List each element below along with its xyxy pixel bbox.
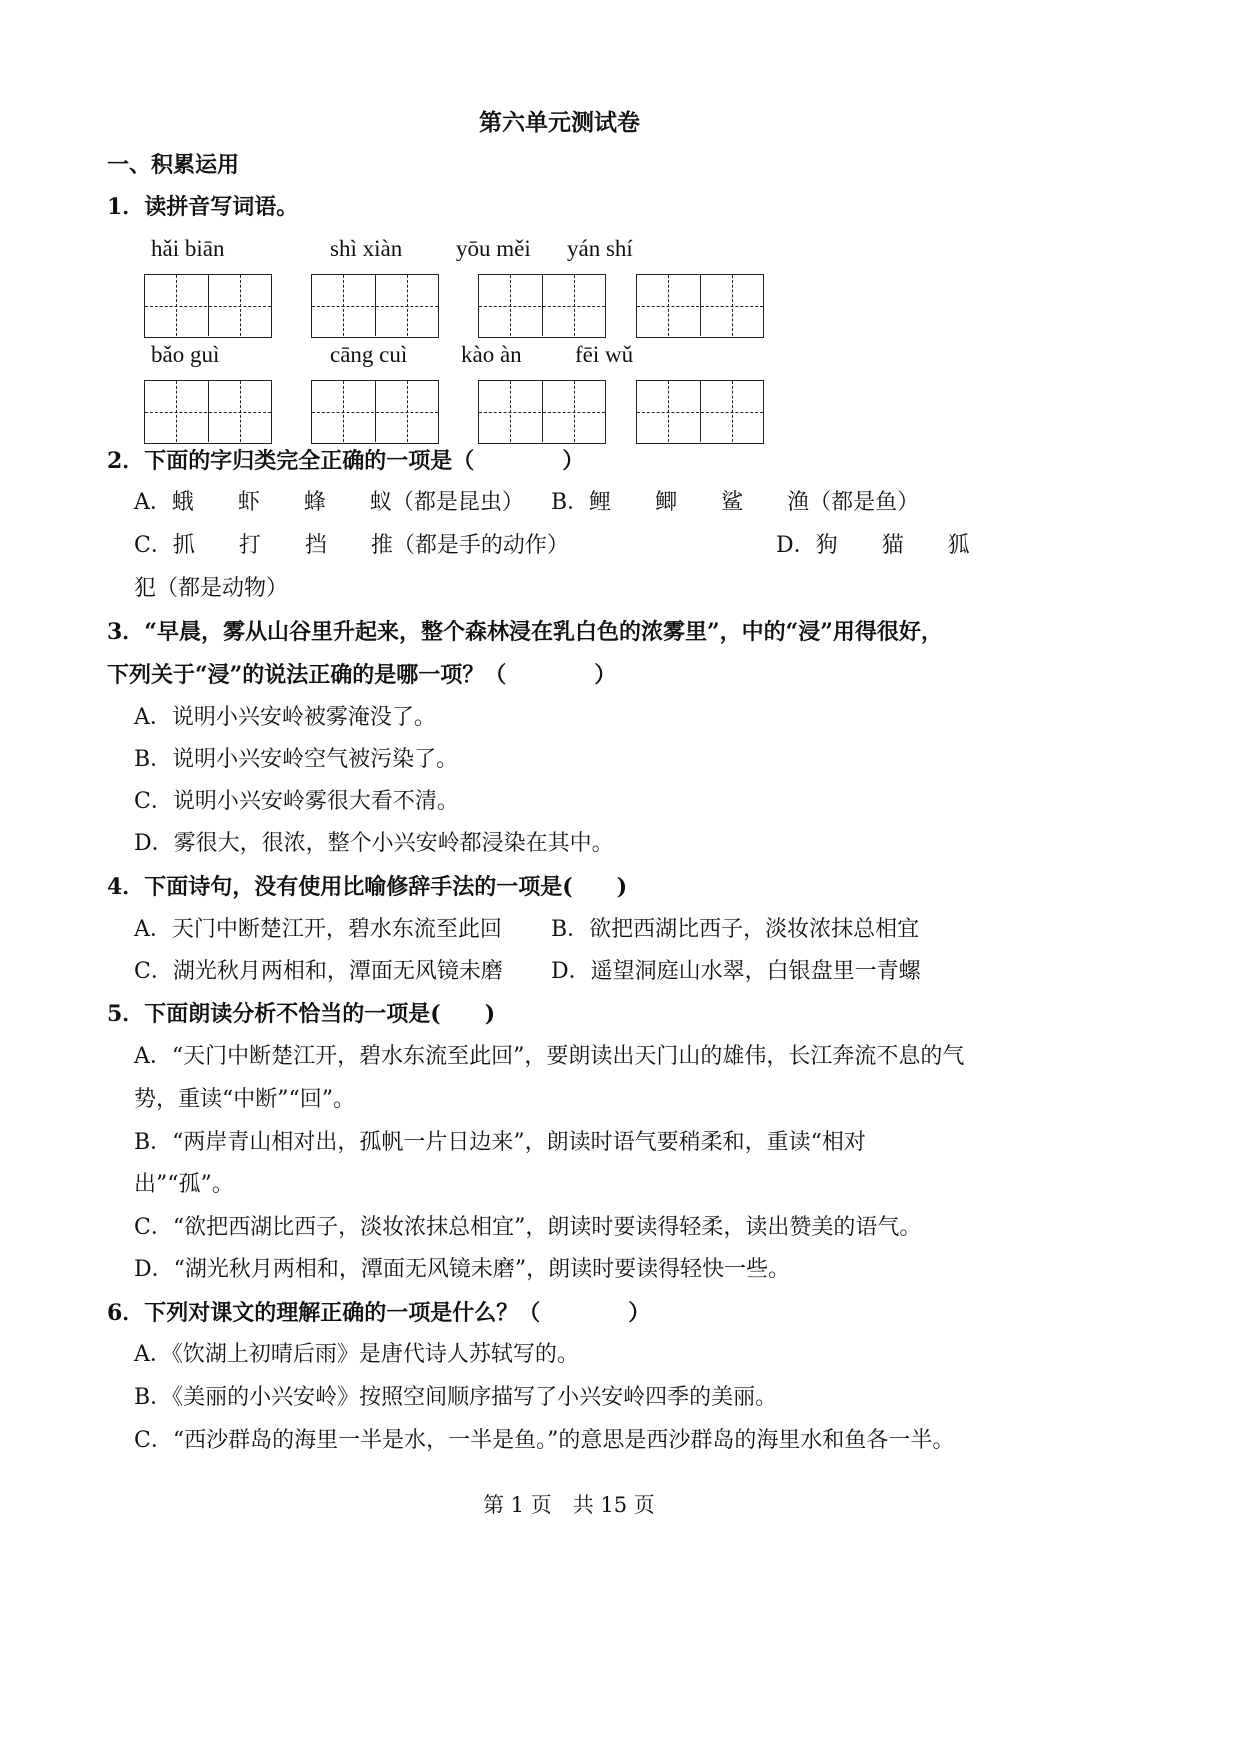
- option-b-continued: 出”“孤”。: [134, 1172, 234, 1197]
- pinyin-4: yán shí: [567, 236, 633, 261]
- writing-grid[interactable]: [311, 274, 439, 338]
- pinyin-7: kào àn: [461, 342, 522, 367]
- option-a: A．说明小兴安岭被雾淹没了。: [134, 705, 436, 730]
- option-c: C．抓 打 挡 推（都是手的动作）: [134, 533, 569, 558]
- question-6-stem: 6．下列对课文的理解正确的一项是什么？（ ）: [107, 1300, 651, 1326]
- writing-grid[interactable]: [478, 274, 606, 338]
- page-number: 第 1 页 共 15 页: [483, 1493, 655, 1517]
- option-c: C．“欲把西湖比西子，淡妆浓抹总相宜”，朗读时要读得轻柔，读出赞美的语气。: [134, 1215, 922, 1240]
- option-d: D．狗 猫 狐: [776, 533, 970, 558]
- pinyin-6: cāng cuì: [330, 342, 408, 367]
- question-1-stem: 1．读拼音写词语。: [107, 194, 299, 220]
- writing-grid[interactable]: [636, 380, 764, 444]
- writing-grid[interactable]: [144, 380, 272, 444]
- option-c: C．“西沙群岛的海里一半是水，一半是鱼。”的意思是西沙群岛的海里水和鱼各一半。: [134, 1428, 955, 1453]
- pinyin-8: fēi wǔ: [575, 342, 634, 367]
- option-d: D．雾很大，很浓，整个小兴安岭都浸染在其中。: [134, 831, 614, 856]
- page-title: 第六单元测试卷: [479, 109, 640, 136]
- option-d-continued: 犯（都是动物）: [134, 576, 289, 601]
- pinyin-3: yōu měi: [456, 236, 531, 261]
- option-c: C．说明小兴安岭雾很大看不清。: [134, 789, 459, 814]
- option-d: D．遥望洞庭山水翠，白银盘里一青螺: [551, 959, 921, 984]
- writing-grid[interactable]: [478, 380, 606, 444]
- option-a: A．蛾 虾 蜂 蚁（都是昆虫）: [134, 490, 524, 515]
- question-3-stem-continued: 下列关于“浸”的说法正确的是哪一项？（ ）: [107, 662, 617, 688]
- option-a: A．“天门中断楚江开，碧水东流至此回”，要朗读出天门山的雄伟，长江奔流不息的气: [134, 1044, 965, 1069]
- pinyin-1: hǎi biān: [151, 236, 225, 261]
- question-2-stem: 2．下面的字归类完全正确的一项是（ ）: [107, 448, 585, 474]
- pinyin-2: shì xiàn: [330, 236, 403, 261]
- writing-grid[interactable]: [144, 274, 272, 338]
- question-4-stem: 4．下面诗句，没有使用比喻修辞手法的一项是( ): [107, 874, 628, 900]
- question-3-stem: 3．“早晨，雾从山谷里升起来，整个森林浸在乳白色的浓雾里”，中的“浸”用得很好，: [107, 619, 943, 645]
- option-b: B．说明小兴安岭空气被污染了。: [134, 747, 459, 772]
- option-b: B．欲把西湖比西子，淡妆浓抹总相宜: [551, 917, 920, 942]
- option-d: D．“湖光秋月两相和，潭面无风镜未磨”，朗读时要读得轻快一些。: [134, 1257, 791, 1282]
- option-c: C．湖光秋月两相和，潭面无风镜未磨: [134, 959, 503, 984]
- question-5-stem: 5．下面朗读分析不恰当的一项是( ): [107, 1001, 496, 1027]
- pinyin-5: bǎo guì: [151, 342, 220, 367]
- writing-grid[interactable]: [311, 380, 439, 444]
- option-a-continued: 势，重读“中断”“回”。: [134, 1087, 355, 1112]
- option-b: B．《美丽的小兴安岭》按照空间顺序描写了小兴安岭四季的美丽。: [134, 1385, 778, 1410]
- section-heading: 一、积累运用: [107, 152, 240, 178]
- option-a: A．《饮湖上初晴后雨》是唐代诗人苏轼写的。: [134, 1342, 579, 1367]
- option-b: B．“两岸青山相对出，孤帆一片日边来”，朗读时语气要稍柔和，重读“相对: [134, 1130, 866, 1155]
- writing-grid[interactable]: [636, 274, 764, 338]
- option-a: A．天门中断楚江开，碧水东流至此回: [134, 917, 502, 942]
- option-b: B．鲤 鲫 鲨 渔（都是鱼）: [551, 490, 920, 515]
